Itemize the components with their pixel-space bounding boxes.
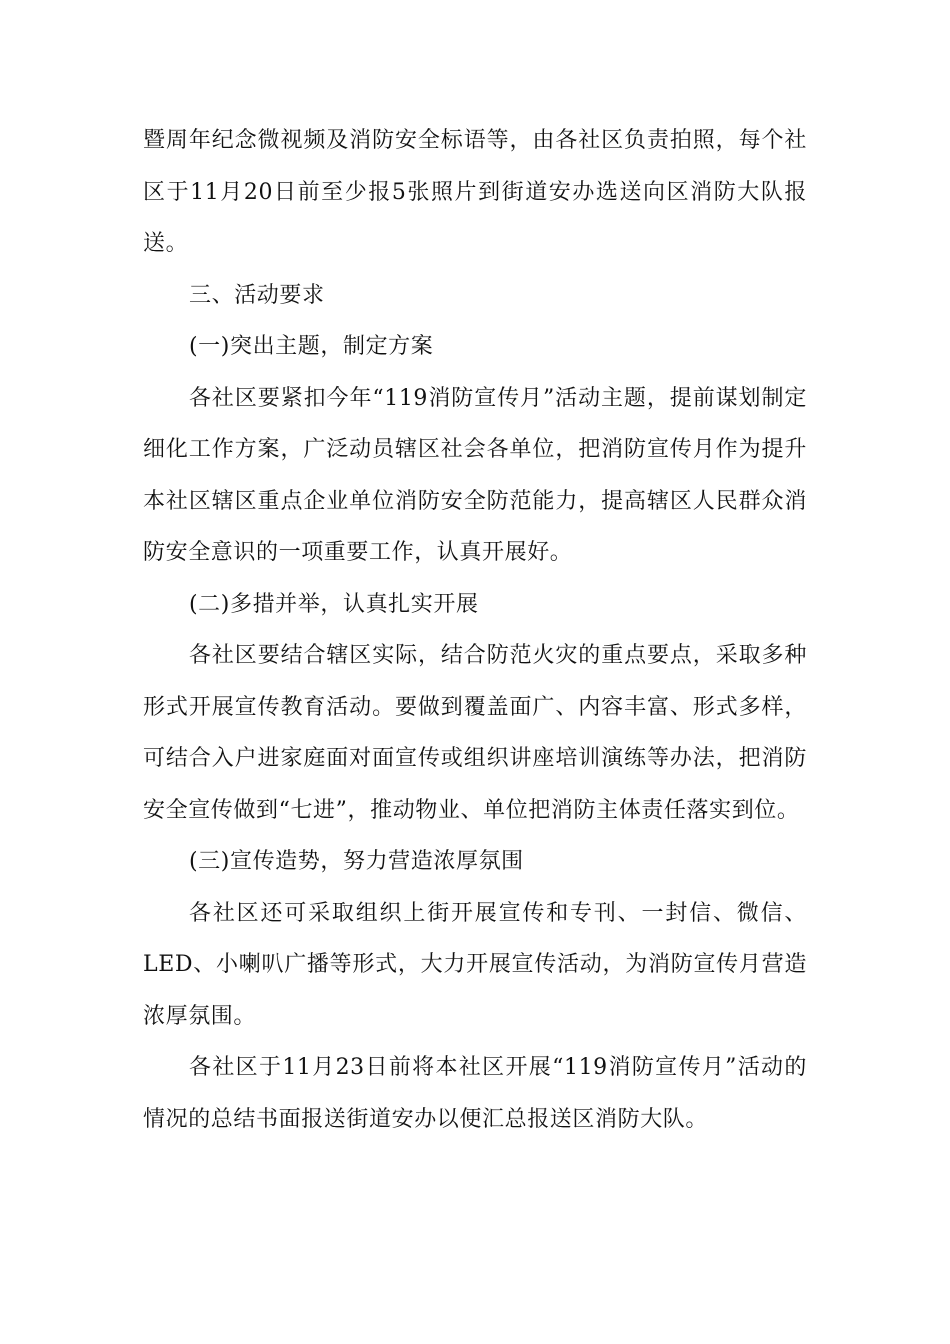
paragraph-multiple-measures: 各社区要结合辖区实际，结合防范火灾的重点要点，采取多种形式开展宣传教育活动。要做到覆盖面广、内容丰富、形式多样，可结合入户进家庭面对面宣传或组织讲座培训演练等办法，把消防安全宣传做到“七进”，推动物业、单位把消防主体责任落实到位。 — [143, 643, 807, 823]
subheading-2: (二)多措并举，认真扎实开展 — [189, 591, 479, 617]
paragraph-theme-plan: 各社区要紧扣今年“119消防宣传月”活动主题，提前谋划制定细化工作方案，广泛动员辖区社会各单位，把消防宣传月作为提升本社区辖区重点企业单位消防安全防范能力，提高辖区人民群众消防安全意识的一项重要工作，认真开展好。 — [143, 385, 807, 565]
subheading-1: (一)突出主题，制定方案 — [189, 334, 434, 359]
paragraph-atmosphere: 各社区还可采取组织上街开展宣传和专刊、一封信、微信、LED、小喇叭广播等形式，大力开展宣传活动，为消防宣传月营造浓厚氛围。 — [143, 900, 807, 1029]
paragraph-photo-submission: 暨周年纪念微视频及消防安全标语等，由各社区负责拍照，每个社区于11月20日前至少报5张照片到街道安办选送向区消防大队报送。 — [143, 128, 807, 256]
document-page — [143, 115, 807, 1145]
section-heading-activity-requirements: 三、活动要求 — [189, 282, 325, 308]
paragraph-summary-deadline: 各社区于11月23日前将本社区开展“119消防宣传月”活动的情况的总结书面报送街道安办以便汇总报送区消防大队。 — [143, 1055, 807, 1132]
subheading-3: (三)宣传造势，努力营造浓厚氛围 — [189, 849, 524, 874]
